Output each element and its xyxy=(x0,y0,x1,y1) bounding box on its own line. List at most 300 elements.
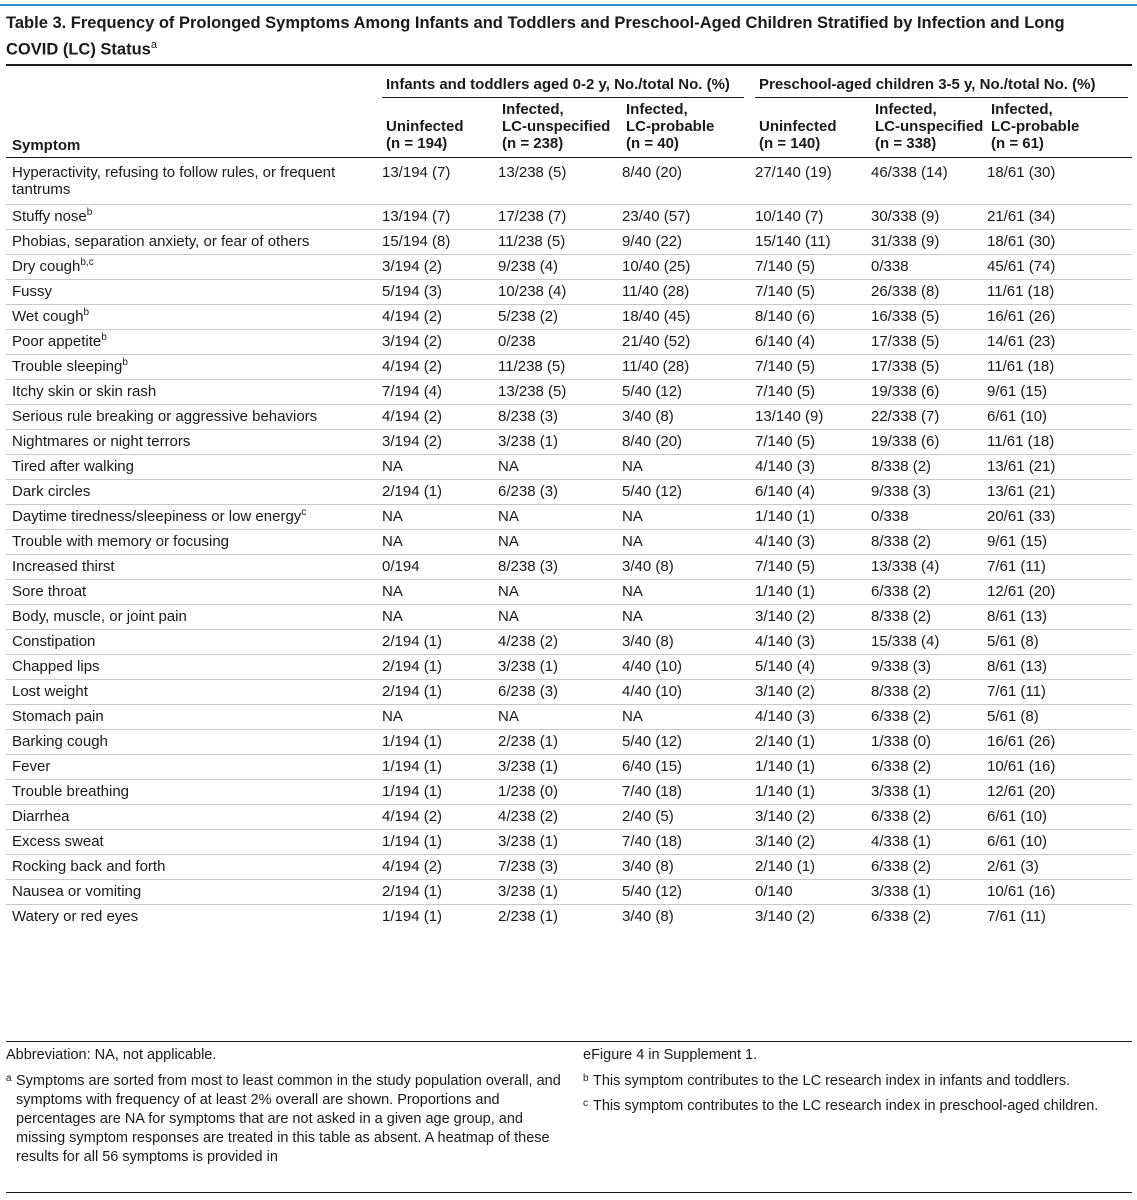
symptom-cell xyxy=(6,730,382,755)
symptom-cell xyxy=(6,280,382,305)
value-cell: 7/140 (5) xyxy=(755,280,871,305)
value-cell: 7/140 (5) xyxy=(755,355,871,380)
symptom-footnote-mark: b,c xyxy=(80,257,94,268)
value-cell: 8/338 (2) xyxy=(871,455,987,480)
value-cell: 15/194 (8) xyxy=(382,230,498,255)
symptom-name: Phobias, separation anxiety, or fear of others xyxy=(12,233,310,250)
value-cell: 2/238 (1) xyxy=(498,908,559,925)
value-cell: 6/40 (15) xyxy=(622,755,755,780)
table-row xyxy=(6,780,1132,805)
value-cell: 17/338 (5) xyxy=(871,330,987,355)
title-footnote-mark: a xyxy=(150,39,157,51)
value-cell: NA xyxy=(382,455,498,480)
symptom-footnote-mark: b xyxy=(101,332,107,343)
symptom-cell xyxy=(6,880,382,905)
symptom-cell xyxy=(6,780,382,805)
symptom-name: Nightmares or night terrors xyxy=(12,433,191,450)
value-cell: 18/61 (30) xyxy=(987,230,1132,255)
table-row xyxy=(6,355,1132,380)
value-cell: 30/338 (9) xyxy=(871,205,987,230)
table-row xyxy=(6,305,1132,330)
value-cell: 20/61 (33) xyxy=(987,505,1132,530)
top-accent-bar xyxy=(0,4,1137,6)
symptom-name: Hyperactivity, refusing to follow rules, or frequent tantrums xyxy=(12,164,336,198)
value-cell: 2/238 (1) xyxy=(498,730,622,755)
symptom-cell xyxy=(6,255,382,280)
column-header-line: LC-unspecified xyxy=(502,118,611,135)
footnotes-left xyxy=(6,1046,566,1167)
value-cell: 8/238 (3) xyxy=(498,405,622,430)
table-row xyxy=(6,605,1132,630)
value-cell: 11/61 (18) xyxy=(987,430,1132,455)
value-cell: 10/61 (16) xyxy=(987,755,1132,780)
value-cell: 19/338 (6) xyxy=(871,430,987,455)
value-cell: 2/140 (1) xyxy=(755,855,871,880)
value-cell: 16/61 (26) xyxy=(987,730,1132,755)
header-bottom-rule xyxy=(6,157,1132,158)
column-header-infants-lc-probable xyxy=(626,101,714,152)
value-cell: 3/194 (2) xyxy=(382,430,498,455)
symptom-name: Fussy xyxy=(12,283,53,300)
symptom-cell xyxy=(6,160,382,205)
value-cell: 7/140 (5) xyxy=(755,555,871,580)
symptom-cell xyxy=(6,380,382,405)
value-cell: 4/40 (10) xyxy=(622,680,755,705)
symptom-cell xyxy=(6,480,382,505)
value-cell: 5/40 (12) xyxy=(622,880,755,905)
table-row xyxy=(6,455,1132,480)
value-cell: 4/140 (3) xyxy=(755,630,871,655)
value-cell: 4/140 (3) xyxy=(755,705,871,730)
table-row xyxy=(6,505,1132,530)
value-cell: 4/238 (2) xyxy=(498,805,622,830)
value-cell: 7/140 (5) xyxy=(755,255,871,280)
value-cell: 4/194 (2) xyxy=(382,805,498,830)
symptom-name: Trouble with memory or focusing xyxy=(12,533,230,550)
value-cell: 3/338 (1) xyxy=(871,780,987,805)
value-cell: 12/61 (20) xyxy=(987,780,1132,805)
symptom-cell xyxy=(6,680,382,705)
value-cell: 3/140 (2) xyxy=(755,680,871,705)
value-cell: 0/338 xyxy=(871,505,987,530)
value-cell: 0/338 xyxy=(871,255,987,280)
value-cell: 7/61 (11) xyxy=(987,680,1132,705)
table-row xyxy=(6,630,1132,655)
symptom-cell xyxy=(6,630,382,655)
value-cell: 27/140 (19) xyxy=(755,160,871,205)
value-cell: 6/140 (4) xyxy=(755,480,871,505)
table-row xyxy=(6,755,1132,780)
value-cell: 8/61 (13) xyxy=(987,655,1132,680)
symptom-cell xyxy=(6,855,382,880)
value-cell: 15/338 (4) xyxy=(871,630,987,655)
value-cell: 9/338 (3) xyxy=(871,480,987,505)
table-row xyxy=(6,705,1132,730)
symptom-cell xyxy=(6,905,382,930)
value-cell: 22/338 (7) xyxy=(871,405,987,430)
value-cell: 11/40 (28) xyxy=(622,355,755,380)
value-cell: 13/238 (5) xyxy=(498,160,622,205)
symptom-name: Increased thirst xyxy=(12,558,115,575)
column-header-symptom: Symptom xyxy=(12,137,81,154)
column-header-line: Uninfected xyxy=(759,118,837,135)
table-row xyxy=(6,680,1132,705)
value-cell: 7/238 (3) xyxy=(498,855,622,880)
symptom-name: Dark circles xyxy=(12,483,91,500)
value-cell: 1/140 (1) xyxy=(755,780,871,805)
value-cell: NA xyxy=(498,530,622,555)
footnote-c xyxy=(583,1097,1123,1116)
footnote-c-text: This symptom contributes to the LC research index in preschool-aged children. xyxy=(593,1098,1099,1114)
symptom-name: Lost weight xyxy=(12,683,88,700)
table-row xyxy=(6,405,1132,430)
value-cell: 18/40 (45) xyxy=(622,305,755,330)
value-cell: 19/338 (6) xyxy=(871,380,987,405)
value-cell: 1/338 (0) xyxy=(871,730,987,755)
column-header-line: (n = 238) xyxy=(502,135,564,152)
table-row xyxy=(6,730,1132,755)
symptom-cell xyxy=(6,405,382,430)
table-row xyxy=(6,555,1132,580)
value-cell: 4/194 (2) xyxy=(382,855,498,880)
footnote-c-mark: c xyxy=(583,1098,588,1109)
value-cell: 1/140 (1) xyxy=(755,505,871,530)
value-cell: 5/61 (8) xyxy=(987,705,1132,730)
footnote-a-text: Symptoms are sorted from most to least common in the study population overall, and symptoms with frequency of at least 2% overall are shown. Proportions and percentages are NA for symptoms that are not asked in a given age group, and missing symptom responses are treated in this table as absent. A heatmap of these results for all 56 symptoms is provided in xyxy=(16,1073,561,1165)
symptom-name: Stomach pain xyxy=(12,708,104,725)
value-cell: 10/61 (16) xyxy=(987,880,1132,905)
value-cell: 11/61 (18) xyxy=(987,280,1132,305)
symptom-cell xyxy=(6,655,382,680)
symptom-footnote-mark: b xyxy=(83,307,89,318)
value-cell: 2/194 (1) xyxy=(382,880,498,905)
group-rule-preschool xyxy=(755,97,1128,98)
symptom-name: Nausea or vomiting xyxy=(12,883,142,900)
value-cell: 8/238 (3) xyxy=(498,555,622,580)
value-cell: 6/338 (2) xyxy=(871,705,987,730)
symptom-cell xyxy=(6,455,382,480)
table-row xyxy=(6,430,1132,455)
value-cell: 9/61 (15) xyxy=(987,530,1132,555)
column-header-line: LC-probable xyxy=(991,118,1080,135)
value-cell: 15/140 (11) xyxy=(755,230,871,255)
symptom-cell xyxy=(6,530,382,555)
symptom-cell xyxy=(6,330,382,355)
value-cell: 4/40 (10) xyxy=(622,655,755,680)
value-cell: 0/194 xyxy=(382,555,498,580)
column-header-infants-uninfected xyxy=(386,101,464,152)
value-cell: 1/140 (1) xyxy=(755,755,871,780)
value-cell: 6/61 (10) xyxy=(987,805,1132,830)
symptom-cell xyxy=(6,830,382,855)
value-cell: 3/238 (1) xyxy=(498,830,622,855)
symptom-name: Barking cough xyxy=(12,733,108,750)
table-row xyxy=(6,655,1132,680)
column-header-infants-lc-unspecified xyxy=(502,101,610,152)
symptom-name: Diarrhea xyxy=(12,808,70,825)
value-cell: 8/40 (20) xyxy=(622,430,755,455)
table-row xyxy=(6,205,1132,230)
footnotes-right xyxy=(583,1046,1123,1116)
column-header-line: LC-probable xyxy=(626,118,715,135)
value-cell: 2/140 (1) xyxy=(755,730,871,755)
value-cell: 3/40 (8) xyxy=(622,908,674,925)
symptom-name: Rocking back and forth xyxy=(12,858,166,875)
value-cell: 3/338 (1) xyxy=(871,880,987,905)
column-header-preschool-lc-probable xyxy=(991,101,1079,152)
value-cell: NA xyxy=(498,605,622,630)
value-cell: 9/338 (3) xyxy=(871,655,987,680)
value-cell: 6/61 (10) xyxy=(987,830,1132,855)
column-header-preschool-uninfected xyxy=(759,101,837,152)
value-cell: 1/194 (1) xyxy=(382,780,498,805)
value-cell: 11/40 (28) xyxy=(622,280,755,305)
value-cell: NA xyxy=(498,705,622,730)
value-cell: 17/338 (5) xyxy=(871,355,987,380)
value-cell: 4/338 (1) xyxy=(871,830,987,855)
table-row xyxy=(6,380,1132,405)
value-cell: 3/40 (8) xyxy=(622,855,755,880)
footnote-b-text: This symptom contributes to the LC research index in infants and toddlers. xyxy=(593,1073,1071,1089)
symptom-name: Dry cough xyxy=(12,258,81,275)
symptom-table xyxy=(6,160,1132,929)
symptom-cell xyxy=(6,580,382,605)
symptom-footnote-mark: b xyxy=(122,357,128,368)
value-cell: 5/40 (12) xyxy=(622,480,755,505)
value-cell: NA xyxy=(622,580,755,605)
value-cell: 5/140 (4) xyxy=(755,655,871,680)
value-cell: 8/140 (6) xyxy=(755,305,871,330)
value-cell: 7/40 (18) xyxy=(622,830,755,855)
value-cell: 6/338 (2) xyxy=(871,855,987,880)
value-cell: 6/338 (2) xyxy=(871,755,987,780)
footnote-b xyxy=(583,1072,1123,1091)
symptom-cell xyxy=(6,755,382,780)
table-row xyxy=(6,330,1132,355)
symptom-name: Stuffy nose xyxy=(12,208,87,225)
value-cell: 6/338 (2) xyxy=(871,908,932,925)
value-cell: 7/194 (4) xyxy=(382,380,498,405)
value-cell: 12/61 (20) xyxy=(987,580,1132,605)
symptom-cell xyxy=(6,305,382,330)
column-header-line: (n = 338) xyxy=(875,135,937,152)
value-cell: 4/194 (2) xyxy=(382,405,498,430)
value-cell: 7/61 (11) xyxy=(987,908,1046,925)
column-header-line: (n = 194) xyxy=(386,135,448,152)
value-cell: 16/61 (26) xyxy=(987,305,1132,330)
value-cell: 1/194 (1) xyxy=(382,830,498,855)
table-row xyxy=(6,255,1132,280)
value-cell: 13/194 (7) xyxy=(382,160,498,205)
value-cell: 7/40 (18) xyxy=(622,780,755,805)
value-cell: 6/338 (2) xyxy=(871,805,987,830)
table-row xyxy=(6,830,1132,855)
column-header-line: (n = 61) xyxy=(991,135,1044,152)
symptom-cell xyxy=(6,505,382,530)
value-cell: NA xyxy=(382,505,498,530)
value-cell: 13/338 (4) xyxy=(871,555,987,580)
value-cell: 3/40 (8) xyxy=(622,630,755,655)
value-cell: 46/338 (14) xyxy=(871,160,987,205)
value-cell: 10/140 (7) xyxy=(755,205,871,230)
group-rule-infants xyxy=(382,97,744,98)
table-title-text: Table 3. Frequency of Prolonged Symptoms Among Infants and Toddlers and Preschool-Aged Children Stratified by Infection and Long COVID (LC) Status xyxy=(6,14,1065,59)
table-row xyxy=(6,480,1132,505)
table-row xyxy=(6,855,1132,880)
value-cell: 2/194 (1) xyxy=(382,655,498,680)
column-header-line: LC-unspecified xyxy=(875,118,984,135)
value-cell: 4/194 (2) xyxy=(382,355,498,380)
value-cell: 2/61 (3) xyxy=(987,855,1132,880)
value-cell: 26/338 (8) xyxy=(871,280,987,305)
symptom-cell xyxy=(6,705,382,730)
symptom-name: Trouble breathing xyxy=(12,783,130,800)
value-cell: NA xyxy=(622,505,755,530)
group-header-infants: Infants and toddlers aged 0-2 y, No./total No. (%) xyxy=(386,76,730,93)
value-cell: 1/194 (1) xyxy=(382,755,498,780)
value-cell: 5/40 (12) xyxy=(622,380,755,405)
value-cell: 3/140 (2) xyxy=(755,908,816,925)
column-header-line: Infected, xyxy=(875,101,937,118)
value-cell: NA xyxy=(382,530,498,555)
symptom-name: Trouble sleeping xyxy=(12,358,123,375)
symptom-name: Itchy skin or skin rash xyxy=(12,383,157,400)
value-cell: 1/194 (1) xyxy=(382,908,443,925)
value-cell: 9/40 (22) xyxy=(622,230,755,255)
value-cell: 13/61 (21) xyxy=(987,480,1132,505)
footnote-a-continued: eFigure 4 in Supplement 1. xyxy=(583,1047,758,1063)
group-header-preschool: Preschool-aged children 3-5 y, No./total No. (%) xyxy=(759,76,1096,93)
value-cell: 13/194 (7) xyxy=(382,205,498,230)
value-cell: NA xyxy=(622,605,755,630)
value-cell: 3/140 (2) xyxy=(755,830,871,855)
value-cell: 13/61 (21) xyxy=(987,455,1132,480)
value-cell: 11/61 (18) xyxy=(987,355,1132,380)
symptom-cell xyxy=(6,430,382,455)
value-cell: 3/140 (2) xyxy=(755,805,871,830)
value-cell: 6/61 (10) xyxy=(987,405,1132,430)
symptom-cell xyxy=(6,805,382,830)
symptom-name: Serious rule breaking or aggressive behaviors xyxy=(12,408,318,425)
value-cell: 3/238 (1) xyxy=(498,430,622,455)
value-cell: 11/238 (5) xyxy=(498,355,622,380)
column-header-line: (n = 40) xyxy=(626,135,679,152)
footnote-a-mark: a xyxy=(6,1073,12,1084)
footnote-a xyxy=(6,1072,566,1167)
value-cell: NA xyxy=(382,705,498,730)
value-cell: NA xyxy=(498,455,622,480)
table-title xyxy=(6,12,1116,61)
value-cell: 6/238 (3) xyxy=(498,480,622,505)
table-bottom-rule xyxy=(6,1041,1132,1042)
value-cell: 5/194 (3) xyxy=(382,280,498,305)
value-cell: 5/238 (2) xyxy=(498,305,622,330)
table-row xyxy=(6,905,1132,930)
value-cell: 3/238 (1) xyxy=(498,755,622,780)
symptom-name: Watery or red eyes xyxy=(12,908,139,925)
value-cell: NA xyxy=(382,605,498,630)
value-cell: 3/238 (1) xyxy=(498,655,622,680)
column-header-line: Infected, xyxy=(502,101,564,118)
value-cell: 8/61 (13) xyxy=(987,605,1132,630)
footnote-b-mark: b xyxy=(583,1073,589,1084)
value-cell: 45/61 (74) xyxy=(987,255,1132,280)
value-cell: 5/61 (8) xyxy=(987,630,1132,655)
symptom-cell xyxy=(6,230,382,255)
value-cell: 2/194 (1) xyxy=(382,630,498,655)
symptom-name: Daytime tiredness/sleepiness or low energy xyxy=(12,508,302,525)
value-cell: 10/40 (25) xyxy=(622,255,755,280)
symptom-cell xyxy=(6,205,382,230)
value-cell: NA xyxy=(622,705,755,730)
value-cell: 7/140 (5) xyxy=(755,430,871,455)
value-cell: 1/194 (1) xyxy=(382,730,498,755)
table-row xyxy=(6,880,1132,905)
value-cell: 9/61 (15) xyxy=(987,380,1132,405)
value-cell: 7/61 (11) xyxy=(987,555,1132,580)
value-cell: 13/238 (5) xyxy=(498,380,622,405)
header-top-rule xyxy=(6,64,1132,66)
value-cell: 2/194 (1) xyxy=(382,680,498,705)
symptom-name: Body, muscle, or joint pain xyxy=(12,608,187,625)
value-cell: 3/194 (2) xyxy=(382,255,498,280)
table-row xyxy=(6,230,1132,255)
column-header-line: Infected, xyxy=(991,101,1053,118)
column-header-line: Infected, xyxy=(626,101,688,118)
value-cell: 3/194 (2) xyxy=(382,330,498,355)
value-cell: 4/140 (3) xyxy=(755,530,871,555)
value-cell: 31/338 (9) xyxy=(871,230,987,255)
table-row xyxy=(6,280,1132,305)
symptom-name: Fever xyxy=(12,758,51,775)
symptom-name: Wet cough xyxy=(12,308,84,325)
value-cell: NA xyxy=(498,505,622,530)
value-cell: 8/40 (20) xyxy=(622,160,755,205)
value-cell: 1/140 (1) xyxy=(755,580,871,605)
value-cell: NA xyxy=(498,580,622,605)
value-cell: 0/238 xyxy=(498,330,622,355)
value-cell: 4/140 (3) xyxy=(755,455,871,480)
abbreviation-note: Abbreviation: NA, not applicable. xyxy=(6,1047,217,1063)
value-cell: 21/40 (52) xyxy=(622,330,755,355)
value-cell: 7/140 (5) xyxy=(755,380,871,405)
value-cell: 3/238 (1) xyxy=(498,880,622,905)
value-cell: 2/194 (1) xyxy=(382,480,498,505)
value-cell: NA xyxy=(622,455,755,480)
column-header-line xyxy=(386,101,464,118)
symptom-cell xyxy=(6,355,382,380)
symptom-name: Tired after walking xyxy=(12,458,134,475)
value-cell: 6/140 (4) xyxy=(755,330,871,355)
value-cell: 11/238 (5) xyxy=(498,230,622,255)
value-cell: 3/40 (8) xyxy=(622,405,755,430)
value-cell: NA xyxy=(622,530,755,555)
symptom-name: Chapped lips xyxy=(12,658,100,675)
value-cell: 6/238 (3) xyxy=(498,680,622,705)
value-cell: 21/61 (34) xyxy=(987,205,1132,230)
symptom-name: Constipation xyxy=(12,633,96,650)
value-cell: 4/194 (2) xyxy=(382,305,498,330)
value-cell: 23/40 (57) xyxy=(622,205,755,230)
table-row xyxy=(6,805,1132,830)
value-cell: 6/338 (2) xyxy=(871,580,987,605)
symptom-name: Poor appetite xyxy=(12,333,102,350)
value-cell: 13/140 (9) xyxy=(755,405,871,430)
value-cell: 8/338 (2) xyxy=(871,530,987,555)
value-cell: 5/40 (12) xyxy=(622,730,755,755)
value-cell: 1/238 (0) xyxy=(498,780,622,805)
value-cell: 9/238 (4) xyxy=(498,255,622,280)
